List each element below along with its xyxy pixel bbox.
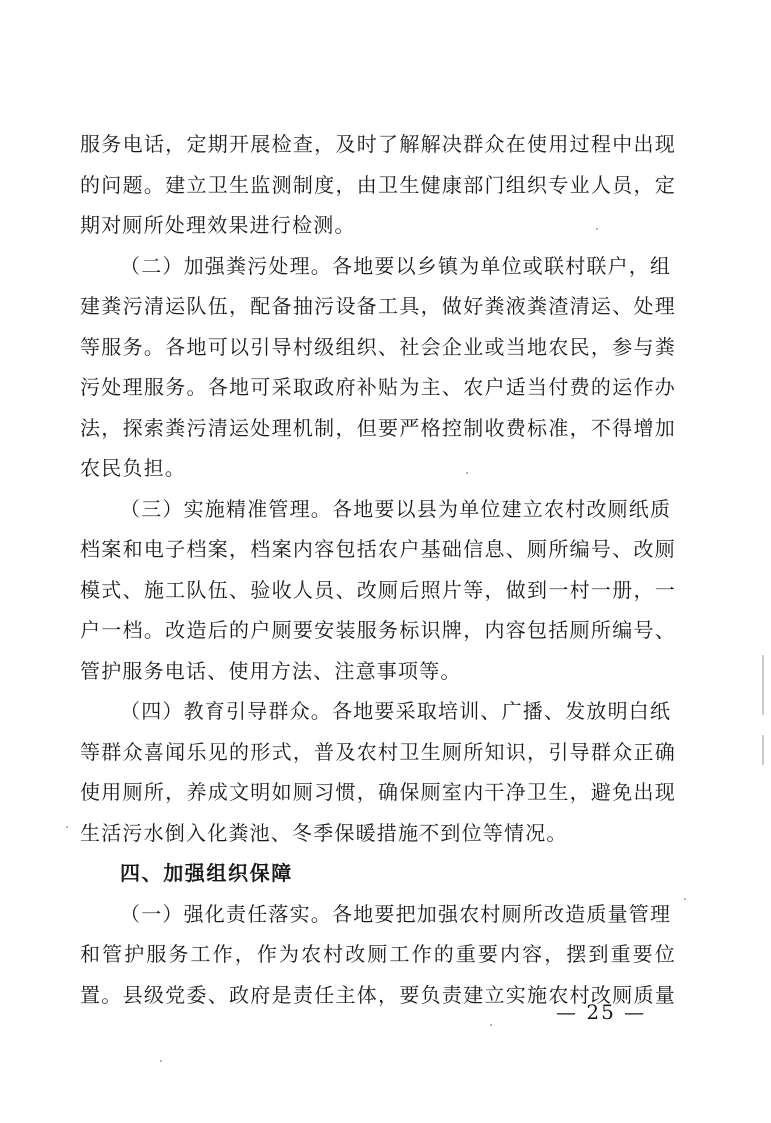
text-line: （四）教育引导群众。各地要采取培训、广播、发放明白纸 bbox=[120, 699, 672, 723]
scan-speck bbox=[684, 898, 686, 900]
text-line: 和管护服务工作，作为农村改厕工作的重要内容，摆到重要位 bbox=[80, 942, 676, 966]
text-line: 服务电话，定期开展检查，及时了解解决群众在使用过程中出现 bbox=[80, 132, 676, 156]
text-line: 法，探索粪污清运处理机制，但要严格控制收费标准，不得增加 bbox=[80, 415, 676, 440]
text-line: 生活污水倒入化粪池、冬季保暖措施不到位等情况。 bbox=[80, 820, 568, 845]
page-number: — 25 — bbox=[556, 1000, 647, 1024]
scan-speck bbox=[490, 1024, 492, 1026]
text-line: 使用厕所，养成文明如厕习惯，确保厕室内干净卫生，避免出现 bbox=[80, 780, 676, 804]
scan-edge-mark bbox=[762, 655, 764, 715]
text-line: （二）加强粪污处理。各地要以乡镇为单位或联村联户，组 bbox=[120, 253, 672, 278]
text-line: 污处理服务。各地可采取政府补贴为主、农户适当付费的运作办 bbox=[80, 375, 676, 399]
scan-edge-mark bbox=[762, 735, 764, 765]
scan-speck bbox=[466, 472, 468, 474]
text-line: 户一档。改造后的户厕要安装服务标识牌，内容包括厕所编号、 bbox=[80, 618, 676, 642]
text-line: 农民负担。 bbox=[80, 456, 186, 480]
scan-speck bbox=[596, 228, 598, 230]
text-line: 管护服务电话、使用方法、注意事项等。 bbox=[80, 658, 462, 683]
text-line: 的问题。建立卫生监测制度，由卫生健康部门组织专业人员，定 bbox=[80, 172, 676, 197]
section-heading: 四、加强组织保障 bbox=[120, 861, 293, 885]
text-line: 等服务。各地可以引导村级组织、社会企业或当地农民，参与粪 bbox=[80, 334, 676, 359]
scan-speck bbox=[160, 1060, 162, 1062]
text-line: （三）实施精准管理。各地要以县为单位建立农村改厕纸质 bbox=[120, 496, 672, 521]
text-line: 等群众喜闻乐见的形式，普及农村卫生厕所知识，引导群众正确 bbox=[80, 739, 676, 764]
text-line: 置。县级党委、政府是责任主体，要负责建立实施农村改厕质量 bbox=[80, 982, 676, 1007]
text-line: 档案和电子档案，档案内容包括农户基础信息、厕所编号、改厕 bbox=[80, 537, 676, 561]
text-line: 建粪污清运队伍，配备抽污设备工具，做好粪液粪渣清运、处理 bbox=[80, 294, 676, 318]
text-line: （一）强化责任落实。各地要把加强农村厕所改造质量管理 bbox=[120, 901, 672, 926]
text-line: 模式、施工队伍、验收人员、改厕后照片等，做到一村一册，一 bbox=[80, 577, 676, 602]
document-body bbox=[80, 124, 676, 1015]
text-line: 期对厕所处理效果进行检测。 bbox=[80, 213, 356, 237]
scan-speck bbox=[66, 826, 68, 828]
